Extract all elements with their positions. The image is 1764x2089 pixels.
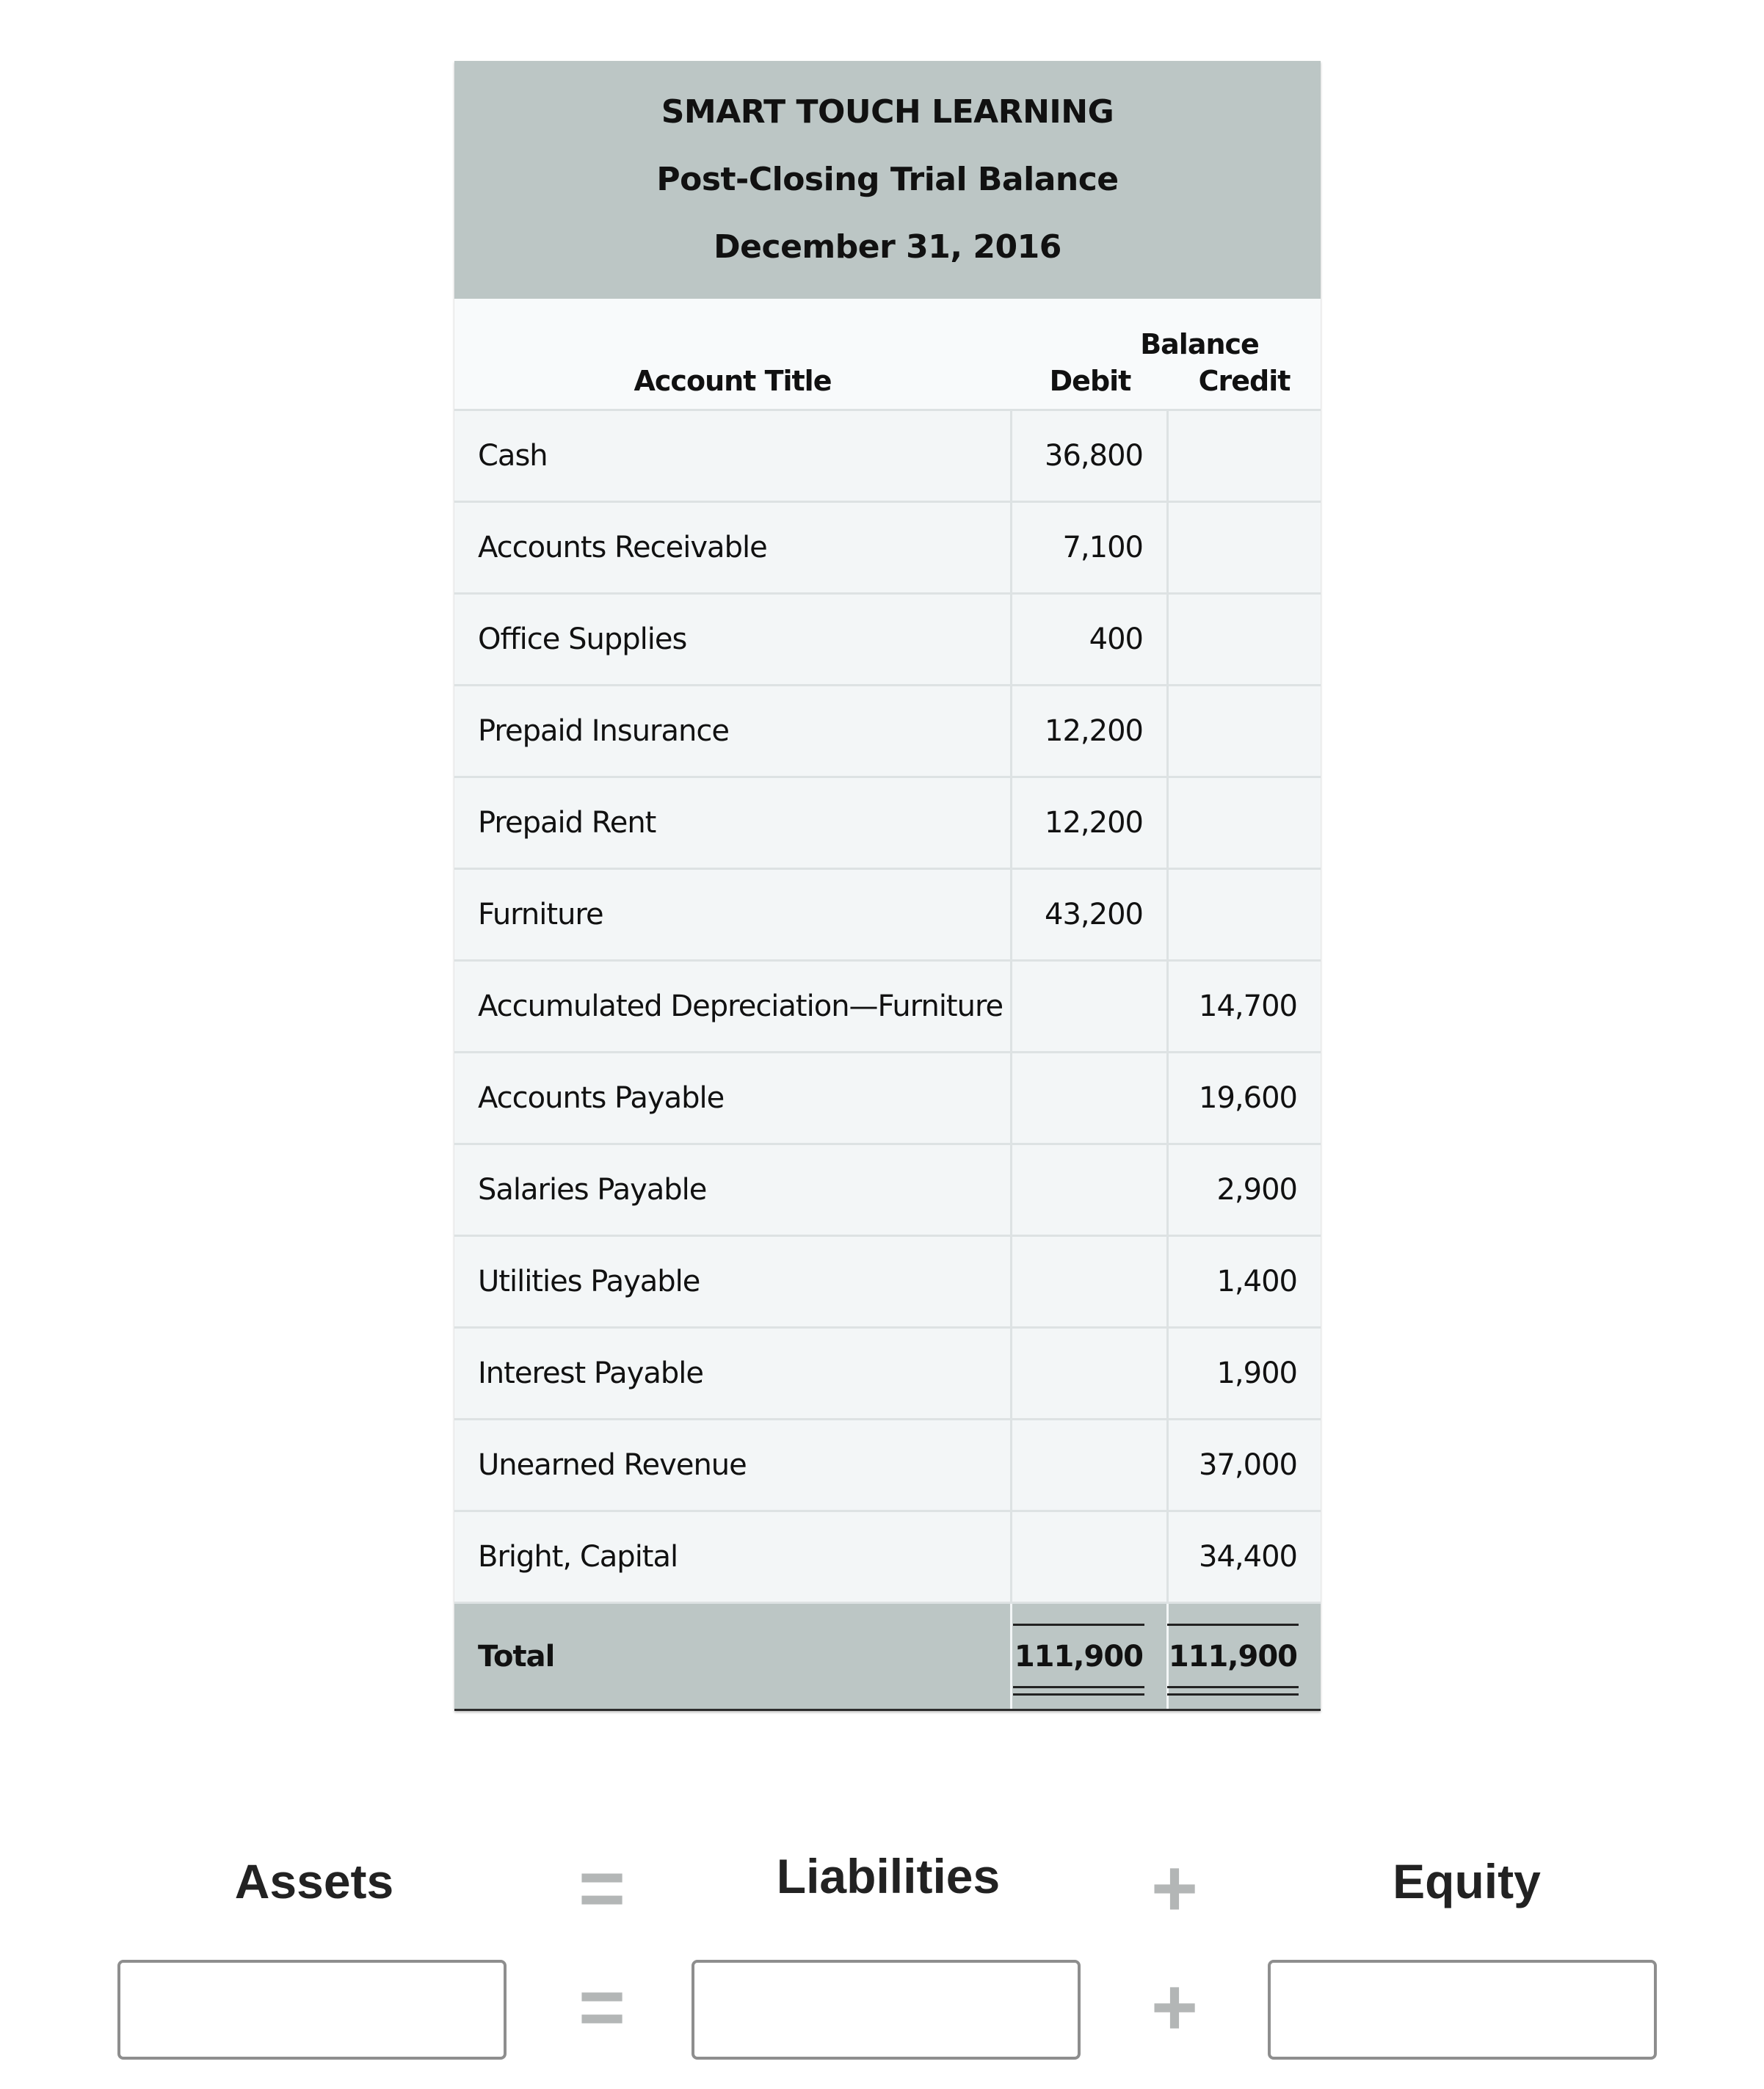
debit-cell: 36,800 bbox=[1012, 411, 1169, 501]
credit-cell: 19,600 bbox=[1199, 1081, 1297, 1115]
debit-cell bbox=[1012, 1145, 1169, 1235]
report-title: Post-Closing Trial Balance bbox=[656, 161, 1119, 198]
account-title-cell: Accounts Receivable bbox=[454, 503, 1012, 592]
account-title-cell: Prepaid Rent bbox=[454, 778, 1012, 868]
double-underline bbox=[1013, 1686, 1144, 1696]
report-date: December 31, 2016 bbox=[714, 228, 1061, 266]
total-debit-cell bbox=[1012, 1604, 1169, 1709]
credit-cell: 1,900 bbox=[1216, 1356, 1297, 1390]
plus-sign: + bbox=[1150, 1962, 1199, 2052]
single-underline bbox=[1013, 1624, 1144, 1626]
debit-cell bbox=[1012, 1512, 1169, 1602]
single-underline bbox=[1167, 1624, 1299, 1626]
total-row bbox=[454, 1604, 1321, 1711]
column-headers bbox=[454, 299, 1321, 411]
credit-header: Credit bbox=[1198, 365, 1291, 397]
table-row bbox=[454, 778, 1321, 870]
account-title-cell: Furniture bbox=[454, 870, 1012, 959]
debit-cell bbox=[1012, 1329, 1169, 1418]
table-row bbox=[454, 1237, 1321, 1329]
debit-cell: 12,200 bbox=[1012, 778, 1169, 868]
account-title-cell: Cash bbox=[454, 411, 1012, 501]
credit-cell bbox=[1169, 686, 1321, 776]
credit-cell: 1,400 bbox=[1216, 1265, 1297, 1298]
equals-sign: = bbox=[578, 1962, 626, 2052]
debit-header: Debit bbox=[1049, 365, 1131, 397]
account-title-cell: Accumulated Depreciation—Furniture bbox=[454, 962, 1012, 1051]
debit-cell bbox=[1012, 1420, 1169, 1510]
equity-input[interactable] bbox=[1268, 1960, 1657, 2060]
table-row bbox=[454, 503, 1321, 595]
account-title-cell: Accounts Payable bbox=[454, 1053, 1012, 1143]
credit-cell: 2,900 bbox=[1216, 1173, 1297, 1207]
credit-cell: 14,700 bbox=[1199, 989, 1297, 1023]
table-row bbox=[454, 411, 1321, 503]
account-title-header: Account Title bbox=[634, 365, 832, 397]
credit-cell bbox=[1169, 411, 1321, 501]
account-title-cell: Unearned Revenue bbox=[454, 1420, 1012, 1510]
table-row bbox=[454, 595, 1321, 686]
credit-cell: 37,000 bbox=[1199, 1448, 1297, 1482]
account-title-cell: Salaries Payable bbox=[454, 1145, 1012, 1235]
table-row bbox=[454, 1329, 1321, 1420]
debit-cell: 7,100 bbox=[1012, 503, 1169, 592]
equals-sign: = bbox=[578, 1843, 626, 1933]
debit-cell bbox=[1012, 1237, 1169, 1326]
account-title-cell: Bright, Capital bbox=[454, 1512, 1012, 1602]
assets-input[interactable] bbox=[117, 1960, 507, 2060]
balance-header: Balance bbox=[1140, 328, 1259, 360]
trial-balance-table bbox=[454, 61, 1321, 1711]
plus-sign: + bbox=[1150, 1843, 1199, 1933]
debit-cell bbox=[1012, 1053, 1169, 1143]
total-label: Total bbox=[454, 1604, 1012, 1709]
assets-label: Assets bbox=[234, 1854, 394, 1908]
report-header bbox=[454, 61, 1321, 299]
debit-cell: 43,200 bbox=[1012, 870, 1169, 959]
account-title-cell: Office Supplies bbox=[454, 595, 1012, 684]
table-row bbox=[454, 870, 1321, 962]
credit-cell bbox=[1169, 503, 1321, 592]
credit-cell bbox=[1169, 595, 1321, 684]
table-row bbox=[454, 1512, 1321, 1604]
table-row bbox=[454, 1145, 1321, 1237]
debit-cell: 12,200 bbox=[1012, 686, 1169, 776]
table-row bbox=[454, 962, 1321, 1053]
company-name: SMART TOUCH LEARNING bbox=[661, 93, 1114, 131]
credit-cell bbox=[1169, 778, 1321, 868]
table-row bbox=[454, 1420, 1321, 1512]
liabilities-input[interactable] bbox=[692, 1960, 1081, 2060]
total-debit-value: 111,900 bbox=[1014, 1639, 1143, 1674]
total-credit-cell bbox=[1169, 1604, 1321, 1709]
credit-cell bbox=[1169, 870, 1321, 959]
total-credit-value: 111,900 bbox=[1168, 1639, 1297, 1674]
credit-cell: 34,400 bbox=[1199, 1540, 1297, 1574]
liabilities-label: Liabilities bbox=[776, 1849, 1001, 1903]
total-debit-amount bbox=[1015, 1640, 1143, 1674]
debit-cell: 400 bbox=[1012, 595, 1169, 684]
debit-cell bbox=[1012, 962, 1169, 1051]
account-title-cell: Prepaid Insurance bbox=[454, 686, 1012, 776]
table-row bbox=[454, 686, 1321, 778]
account-title-cell: Utilities Payable bbox=[454, 1237, 1012, 1326]
equity-label: Equity bbox=[1393, 1854, 1541, 1908]
total-credit-amount bbox=[1169, 1640, 1297, 1674]
table-row bbox=[454, 1053, 1321, 1145]
account-title-cell: Interest Payable bbox=[454, 1329, 1012, 1418]
double-underline bbox=[1167, 1686, 1299, 1696]
